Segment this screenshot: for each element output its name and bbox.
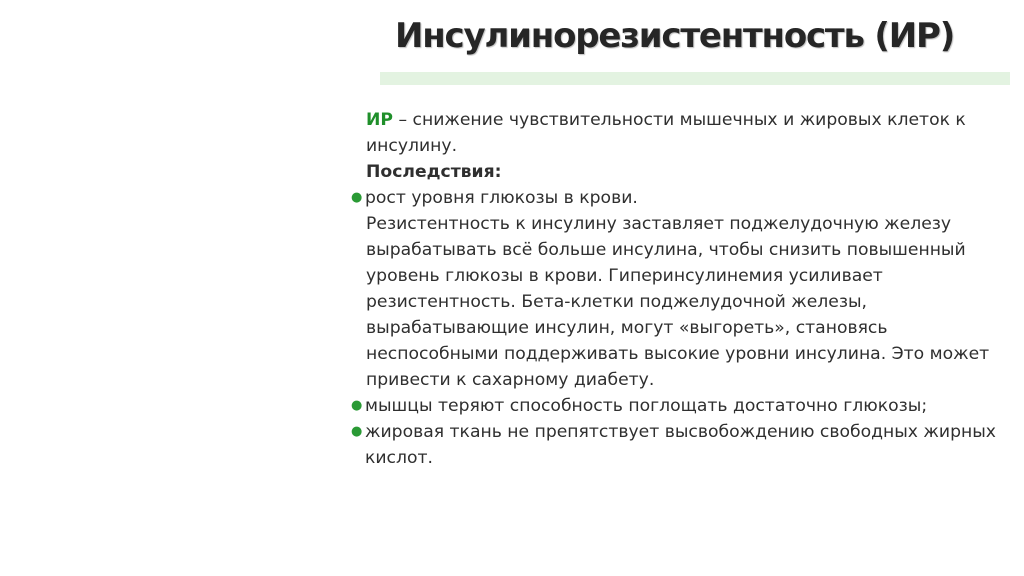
bullet-item	[351, 185, 1016, 211]
bullet-text: мышцы теряют способность поглощать достаточно глюкозы;	[365, 396, 928, 416]
bullet-dot-icon: ●	[351, 398, 363, 413]
bullet-item	[351, 393, 1016, 419]
bullet-text: рост уровня глюкозы в крови.	[365, 188, 638, 208]
bullet-item	[351, 419, 1016, 471]
bullet-text: жировая ткань не препятствует высвобождению свободных жирных кислот.	[365, 422, 996, 468]
definition-term: ИР	[366, 110, 393, 130]
title-underline-bar	[380, 72, 1010, 85]
bullet-dot-icon: ●	[351, 424, 363, 439]
slide-body	[351, 107, 1016, 471]
explanation-paragraph: Резистентность к инсулину заставляет поджелудочную железу вырабатывать всё больше инсулина, чтобы снизить повышенный уровень глюкозы в крови. Гиперинсулинемия усиливает резистентность. Бета-клетки поджелудочной железы, вырабатывающие инсулин, могут «выгореть», становясь неспособными поддерживать высокие уровни инсулина. Это может привести к сахарному диабету.	[366, 214, 990, 390]
definition-paragraph	[351, 107, 1016, 159]
consequences-heading: Последствия:	[366, 162, 502, 182]
slide-title: Инсулинорезистентность (ИР)	[395, 16, 955, 56]
definition-text: – снижение чувствительности мышечных и жировых клеток к инсулину.	[366, 110, 966, 156]
bullet-dot-icon: ●	[351, 190, 363, 205]
